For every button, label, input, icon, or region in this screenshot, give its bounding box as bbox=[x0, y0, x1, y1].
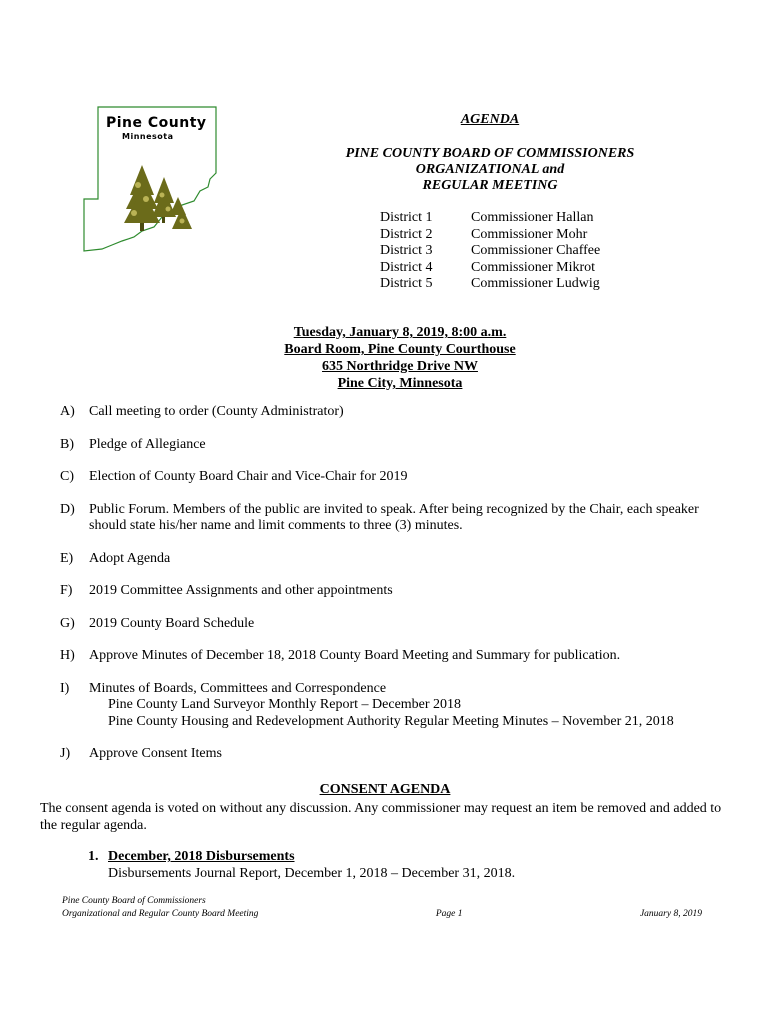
meeting-room: Board Room, Pine County Courthouse bbox=[284, 342, 516, 357]
consent-item bbox=[88, 849, 515, 882]
consent-item-title: December, 2018 Disbursements bbox=[108, 849, 295, 864]
item-subitem: Pine County Housing and Redevelopment Authority Regular Meeting Minutes – November 21, 2018 bbox=[108, 713, 674, 729]
district-row bbox=[380, 276, 600, 293]
district-row bbox=[380, 243, 600, 260]
footer-date: January 8, 2019 bbox=[639, 909, 702, 919]
board-name-line: REGULAR MEETING bbox=[422, 178, 558, 193]
agenda-item bbox=[60, 681, 730, 731]
commissioner-name: Commissioner Mikrot bbox=[471, 259, 596, 275]
meeting-city: Pine City, Minnesota bbox=[337, 376, 463, 391]
district-label: District 3 bbox=[380, 243, 433, 258]
meeting-info bbox=[200, 324, 600, 392]
consent-item-number: 1. bbox=[88, 849, 99, 864]
agenda-item bbox=[60, 469, 730, 486]
district-row bbox=[380, 227, 600, 244]
district-row bbox=[380, 260, 600, 277]
logo-state-name: Minnesota bbox=[122, 132, 174, 141]
item-text: Approve Consent Items bbox=[89, 746, 222, 761]
consent-agenda-intro: The consent agenda is voted on without any discussion. Any commissioner may request an item be removed and added to the regular agenda. bbox=[40, 801, 722, 833]
commissioner-name: Commissioner Ludwig bbox=[471, 276, 600, 291]
item-letter: C) bbox=[60, 469, 74, 484]
item-text: Public Forum. Members of the public are invited to speak. After being recognized by the Chair, each speaker should state his/her name and limit comments to three (3) minutes. bbox=[89, 501, 699, 533]
commissioner-name: Commissioner Mohr bbox=[471, 226, 588, 242]
district-label: District 4 bbox=[380, 259, 433, 275]
district-label: District 1 bbox=[380, 210, 433, 225]
commissioner-name: Commissioner Chaffee bbox=[471, 243, 601, 258]
district-label: District 2 bbox=[380, 226, 433, 242]
item-letter: A) bbox=[60, 404, 75, 419]
item-text: Minutes of Boards, Committees and Correspondence bbox=[89, 680, 387, 696]
board-name-line: PINE COUNTY BOARD OF COMMISSIONERS bbox=[345, 146, 635, 161]
board-name bbox=[300, 146, 680, 194]
item-letter: I) bbox=[60, 680, 70, 696]
item-letter: F) bbox=[60, 583, 73, 598]
agenda-item bbox=[60, 437, 730, 454]
footer-line1: Pine County Board of Commissioners bbox=[62, 896, 206, 906]
item-text: 2019 County Board Schedule bbox=[89, 615, 255, 631]
page-footer bbox=[62, 895, 702, 921]
commissioner-name: Commissioner Hallan bbox=[471, 210, 594, 225]
item-text-block bbox=[89, 681, 730, 731]
county-logo bbox=[82, 105, 222, 255]
footer-page-number: Page 1 bbox=[435, 909, 463, 919]
district-row bbox=[380, 210, 600, 227]
item-letter: H) bbox=[60, 648, 75, 663]
consent-agenda-heading: CONSENT AGENDA bbox=[319, 782, 451, 797]
item-text: Call meeting to order (County Administrator) bbox=[89, 404, 344, 419]
agenda-title: AGENDA bbox=[460, 112, 520, 127]
item-text: Adopt Agenda bbox=[89, 550, 171, 566]
district-label: District 5 bbox=[380, 276, 433, 291]
item-letter: E) bbox=[60, 550, 74, 566]
item-letter: J) bbox=[60, 746, 71, 761]
board-name-line: ORGANIZATIONAL and bbox=[415, 162, 565, 177]
item-subitem: Pine County Land Surveyor Monthly Report – December 2018 bbox=[108, 697, 462, 712]
agenda-item bbox=[60, 583, 730, 600]
agenda-items bbox=[60, 404, 730, 779]
agenda-item bbox=[60, 616, 730, 633]
item-text: 2019 Committee Assignments and other appointments bbox=[89, 583, 393, 598]
item-letter: B) bbox=[60, 436, 74, 452]
item-letter: D) bbox=[60, 501, 75, 517]
agenda-item bbox=[60, 648, 730, 665]
agenda-item bbox=[60, 551, 730, 568]
agenda-item bbox=[60, 502, 730, 535]
footer-line2: Organizational and Regular County Board Meeting bbox=[62, 909, 259, 919]
district-list bbox=[380, 210, 600, 293]
item-text: Pledge of Allegiance bbox=[89, 436, 206, 452]
item-text: Election of County Board Chair and Vice-Chair for 2019 bbox=[89, 469, 408, 484]
item-letter: G) bbox=[60, 615, 75, 631]
meeting-address: 635 Northridge Drive NW bbox=[322, 359, 478, 374]
logo-county-name: Pine County bbox=[106, 115, 207, 131]
consent-item-description: Disbursements Journal Report, December 1, 2018 – December 31, 2018. bbox=[108, 865, 516, 881]
item-text: Approve Minutes of December 18, 2018 County Board Meeting and Summary for publication. bbox=[89, 648, 621, 663]
agenda-item bbox=[60, 404, 730, 421]
agenda-item bbox=[60, 746, 730, 763]
meeting-datetime: Tuesday, January 8, 2019, 8:00 a.m. bbox=[293, 325, 507, 340]
